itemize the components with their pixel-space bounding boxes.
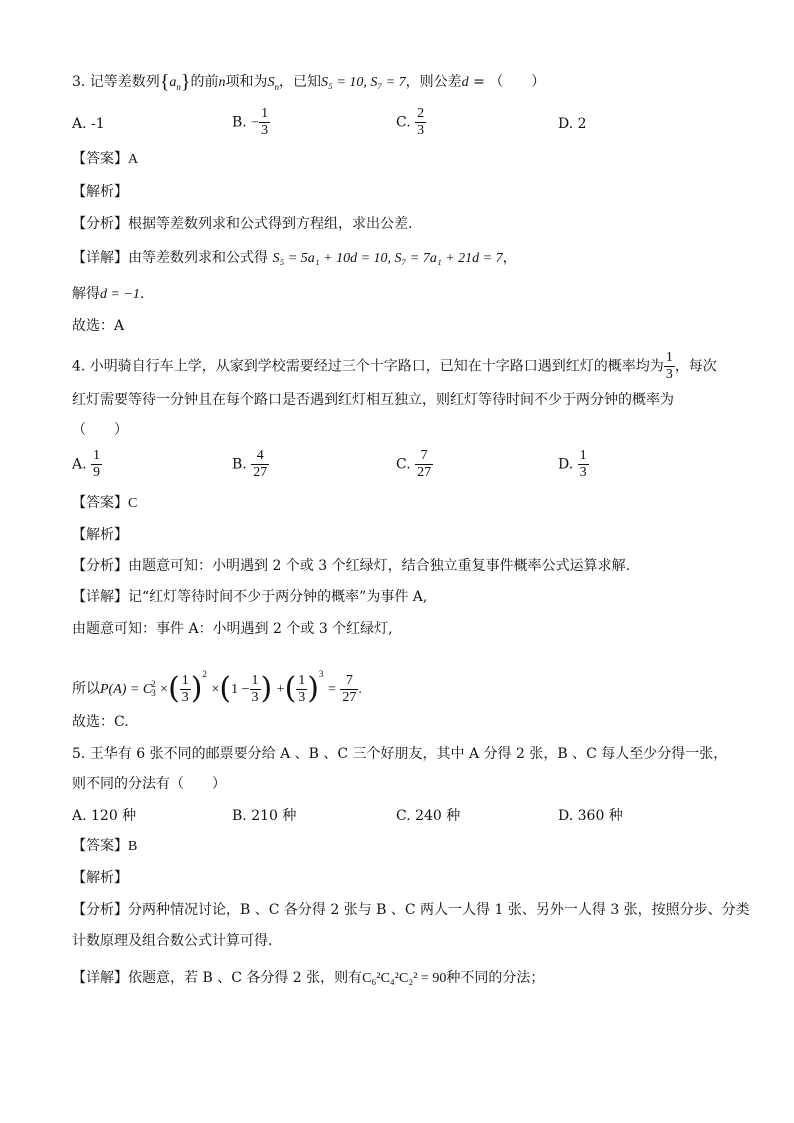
q4-jiexi: 【解析】	[72, 527, 128, 543]
option-label: D.	[558, 456, 574, 473]
frac-den: 3	[579, 465, 587, 480]
formula-result-fraction	[340, 673, 358, 706]
q4-option-c	[396, 448, 433, 481]
q3-stem-text-c: 项和为	[225, 74, 268, 90]
combination-sup: 2	[151, 679, 156, 689]
q3-stem-text-d: ，已知	[279, 74, 322, 90]
frac-den: 3	[251, 689, 259, 705]
q4-stem-line-2: 红灯需要等待一分钟且在每个路口是否遇到红灯相互独立，则红灯等待时间不少于两分钟的概率为	[72, 392, 674, 408]
detail-text-end: 种不同的分法；	[446, 970, 545, 986]
q3-option-a	[72, 114, 105, 134]
frac-num: 1	[251, 672, 259, 688]
q4-stem-text: 4. 小明骑自行车上学，从家到学校需要经过三个十字路口，已知在十字路口遇到红灯的概率均为	[72, 358, 664, 375]
solve-end: .	[139, 286, 145, 302]
analysis-text: 分两种情况讨论，B 、C 各分得 2 张与 B 、C 两人一人得 1 张、另外一人得 3 张，按照分步、分类	[128, 902, 750, 918]
q4-choose: 故选：C.	[72, 714, 129, 730]
answer-label: 【答案】	[72, 495, 128, 511]
q4-option-b	[232, 448, 269, 481]
q4-answer	[72, 493, 137, 514]
frac-num: 1	[261, 106, 269, 121]
q3-option-d	[558, 114, 587, 134]
q5-jiexi: 【解析】	[72, 870, 128, 886]
q3-seq: a	[169, 75, 177, 90]
answer-label: 【答案】	[72, 838, 128, 854]
detail-text-end: ，	[502, 250, 517, 266]
q4-option-a	[72, 448, 102, 481]
answer-value: C	[128, 496, 138, 511]
q3-choose: 故选：A	[72, 318, 125, 334]
frac-num: 1	[298, 672, 306, 688]
q3-solve	[72, 284, 144, 305]
q3-option-b-fraction	[259, 106, 270, 139]
detail-text: 由等差数列求和公式得	[128, 250, 268, 266]
formula-fraction-3	[296, 673, 307, 706]
q4-analysis	[72, 556, 630, 576]
q4-detail	[72, 587, 427, 607]
analysis-label: 【分析】	[72, 558, 128, 574]
frac-den: 3	[261, 123, 269, 138]
q3-stem-text: 3. 记等差数列	[72, 74, 160, 90]
frac-num: 1	[181, 672, 189, 688]
option-label: A.	[72, 456, 87, 473]
frac-num: 2	[417, 106, 425, 121]
frac-num: 7	[345, 672, 353, 688]
q5-option-c: C. 240 种	[396, 808, 461, 824]
q3-analysis	[72, 214, 412, 234]
analysis-label: 【分析】	[72, 216, 128, 232]
plus-sign: +	[276, 682, 285, 697]
q3-stem-text-b: 的前	[190, 74, 219, 90]
frac-den: 27	[417, 465, 432, 480]
option-label: C.	[396, 456, 411, 473]
answer-value: A	[128, 152, 139, 167]
q3-option-b	[232, 106, 270, 139]
q3-detail	[72, 248, 517, 269]
q5-option-a: A. 120 种	[72, 808, 137, 824]
q3-condition: S₅ = 10, S₇ = 7	[321, 75, 406, 90]
solve-equation: d = −1	[100, 287, 140, 302]
frac-num: 1	[579, 448, 587, 463]
q5-detail	[72, 968, 544, 989]
solve-text: 解得	[72, 286, 100, 302]
frac-num: 7	[420, 448, 428, 463]
option-label: B.	[232, 456, 247, 473]
q3-option-b-sign: −	[251, 115, 260, 131]
formula-fraction-1	[180, 673, 191, 706]
q5-answer	[72, 836, 137, 857]
detail-equation: C₆²C₄²C₂² = 90	[362, 971, 447, 986]
frac-den: 27	[253, 465, 268, 480]
answer-value: B	[128, 839, 138, 854]
q4-detail-line-2: 由题意可知：事件 A：小明遇到 2 个或 3 个红绿灯,	[72, 621, 393, 637]
detail-text: 依题意，若 B 、C 各分得 2 张，则有	[128, 970, 363, 986]
q3-option-c-fraction	[415, 106, 426, 139]
one-minus: 1 −	[231, 682, 250, 697]
frac-den: 3	[181, 689, 189, 705]
frac-den: 9	[93, 465, 101, 480]
power-2: 2	[202, 669, 208, 679]
q4-stem-fraction	[664, 350, 675, 383]
frac-num: 1	[665, 350, 673, 365]
frac-den: 27	[342, 689, 357, 705]
times-sign: ×	[160, 682, 169, 697]
detail-equation: S₅ = 5a₁ + 10d = 10, S₇ = 7a₁ + 21d = 7	[272, 251, 503, 266]
q3-option-c	[396, 106, 426, 139]
analysis-text: 由题意可知：小明遇到 2 个或 3 个红绿灯，结合独立重复事件概率公式运算求解.	[128, 558, 631, 574]
analysis-label: 【分析】	[72, 902, 128, 918]
frac-num: 4	[256, 448, 264, 463]
q3-option-d-text: D. 2	[558, 116, 587, 132]
q4-option-d-fraction	[578, 448, 589, 481]
analysis-text: 根据等差数列求和公式得到方程组，求出公差.	[128, 216, 413, 232]
q5-analysis-line-1	[72, 900, 750, 920]
q3-n: n	[218, 75, 226, 90]
q3-answer	[72, 149, 138, 170]
q4-stem-line-1	[72, 350, 717, 383]
frac-den: 3	[665, 367, 673, 382]
detail-label: 【详解】	[72, 589, 128, 605]
q5-stem-line-2: 则不同的分法有（ ）	[72, 776, 226, 792]
equals-sign: =	[327, 682, 336, 697]
q4-option-a-fraction	[91, 448, 102, 481]
q4-option-c-fraction	[415, 448, 433, 481]
formula-lhs: P(A) = C	[100, 682, 153, 697]
power-3: 3	[319, 669, 324, 679]
formula-fraction-2	[250, 673, 261, 706]
q4-stem-text-end: ，每次	[674, 358, 717, 375]
frac-den: 3	[417, 123, 425, 138]
q3-S: S	[267, 75, 275, 90]
q3-option-a-text: A. -1	[72, 116, 105, 132]
formula-prefix: 所以	[72, 681, 100, 697]
q3-seq-sub: n	[176, 81, 181, 92]
q3-stem: 3. 记等差数列$\{a_n\}$的前n项和为$S_n$，已知S₅ = 10, S₇ = 7，则公差d = （ ）	[72, 71, 546, 93]
times-sign: ×	[211, 682, 220, 697]
detail-label: 【详解】	[72, 250, 128, 266]
frac-num: 1	[93, 448, 101, 463]
q5-option-d: D. 360 种	[558, 808, 623, 824]
q5-option-b: B. 210 种	[232, 808, 297, 824]
answer-label: 【答案】	[72, 151, 128, 167]
q4-option-d	[558, 448, 589, 481]
q4-formula: 所以P(A) = C 2 3 ×( $\frac{1}{3}$ )$^2$ ×(1 − $\frac{1}{3}$ ) +( $\frac{1}{3}$ )$^3$ = $\frac{7}{27}$ .	[72, 669, 362, 706]
q3-option-b-label: B.	[232, 114, 247, 131]
q5-analysis-line-2: 计数原理及组合数公式计算可得.	[72, 933, 273, 949]
combination-sub: 3	[151, 688, 156, 698]
q4-option-b-fraction	[251, 448, 269, 481]
frac-den: 3	[298, 689, 306, 705]
q5-stem-line-1: 5. 王华有 6 张不同的邮票要分给 A 、B 、C 三个好朋友，其中 A 分得 2 张，B 、C 每人至少分得一张，	[72, 746, 728, 762]
q3-option-c-label: C.	[396, 114, 411, 131]
detail-text: 记“红灯等待时间不少于两分钟的概率”为事件 A,	[128, 589, 428, 605]
q3-stem-text-e: ，则公差	[405, 74, 462, 90]
detail-label: 【详解】	[72, 970, 128, 986]
combination-indices	[151, 680, 156, 698]
q3-jiexi: 【解析】	[72, 184, 128, 200]
q3-S-sub: n	[274, 81, 280, 92]
q4-stem-line-3: （ ）	[72, 422, 128, 438]
formula-period: .	[358, 682, 362, 697]
q3-d: d	[461, 75, 469, 90]
q3-stem-text-f: = （ ）	[468, 74, 546, 90]
